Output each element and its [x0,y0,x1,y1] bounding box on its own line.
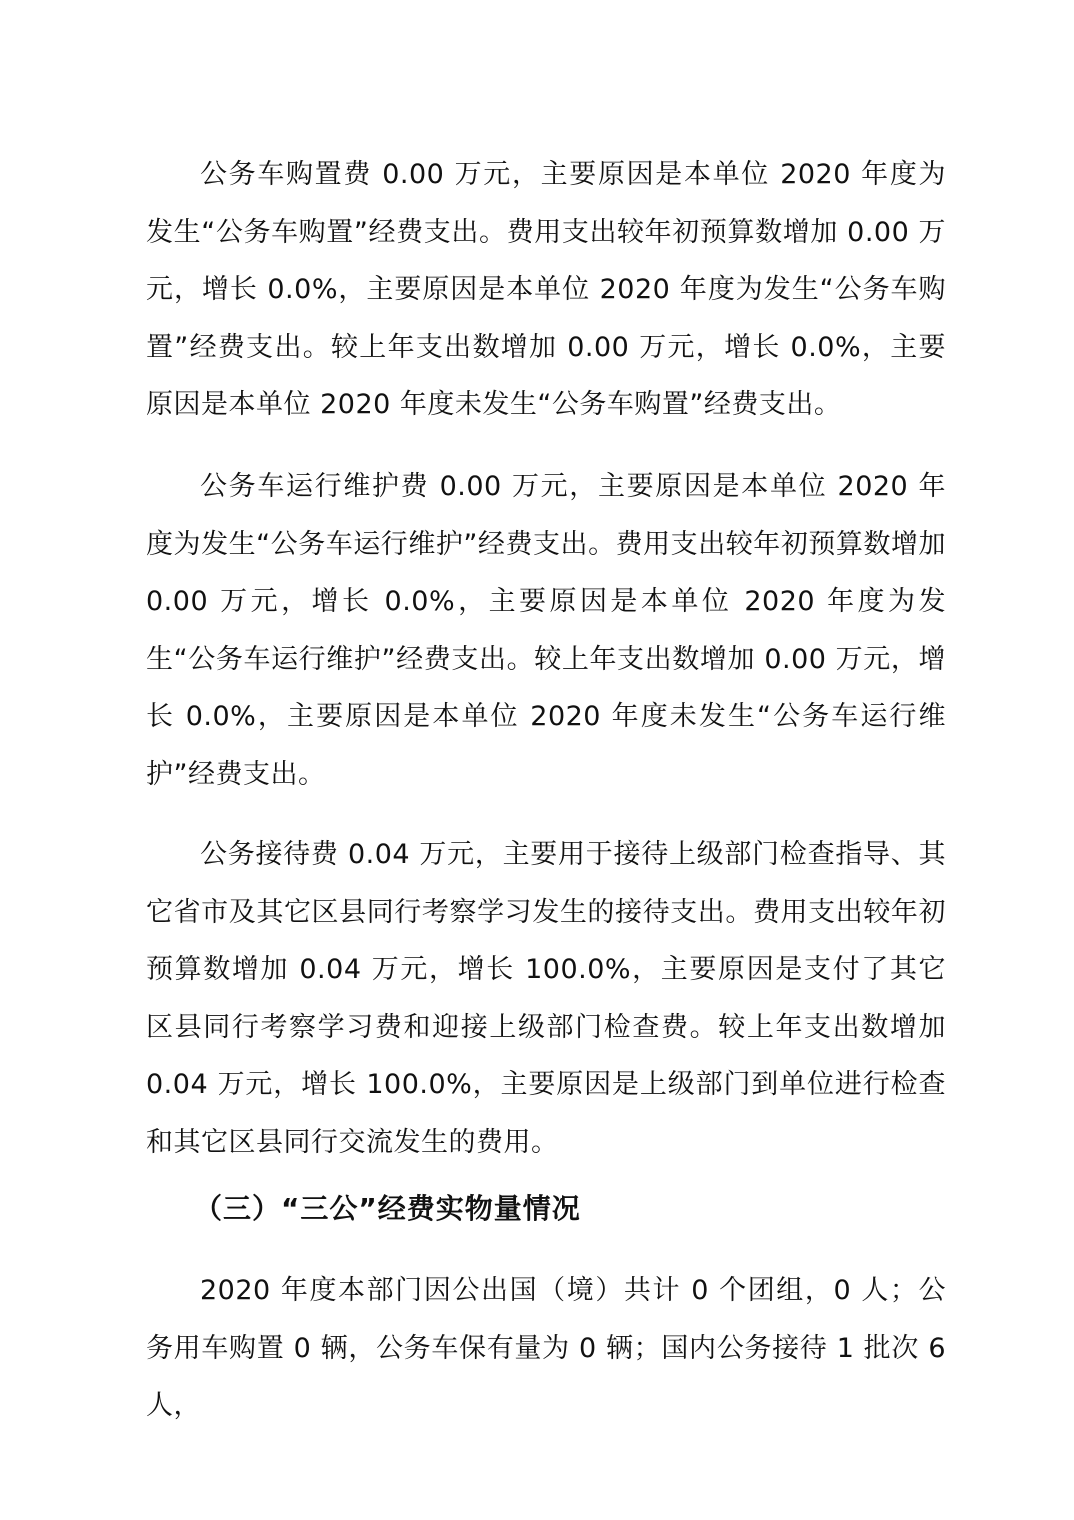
paragraph-vehicle-purchase: 公务车购置费 0.00 万元，主要原因是本单位 2020 年度为发生“公务车购置”经费支出。费用支出较年初预算数增加 0.00 万元，增长 0.0%，主要原因是本单位 2020 年度为发生“公务车购置”经费支出。较上年支出数增加 0.00 万元，增长 0.0%，主要原因是本单位 2020 年度未发生“公务车购置”经费支出。 [146,159,946,420]
paragraph-vehicle-maintenance: 公务车运行维护费 0.00 万元，主要原因是本单位 2020 年度为发生“公务车运行维护”经费支出。费用支出较年初预算数增加 0.00 万元，增长 0.0%，主要原因是本单位 2020 年度为发生“公务车运行维护”经费支出。较上年支出数增加 0.00 万元，增长 0.0%，主要原因是本单位 2020 年度未发生“公务车运行维护”经费支出。 [146,471,946,790]
paragraph-physical-quantity: 2020 年度本部门因公出国（境）共计 0 个团组，0 人；公务用车购置 0 辆，公务车保有量为 0 辆；国内公务接待 1 批次 6 人， [146,1275,946,1421]
paragraph-reception: 公务接待费 0.04 万元，主要用于接待上级部门检查指导、其它省市及其它区县同行考察学习发生的接待支出。费用支出较年初预算数增加 0.04 万元，增长 100.0%，主要原因是支付了其它区县同行考察学习费和迎接上级部门检查费。较上年支出数增加 0.04 万元，增长 100.0%，主要原因是上级部门到单位进行检查和其它区县同行交流发生的费用。 [146,839,946,1158]
section-heading: （三）“三公”经费实物量情况 [194,1192,581,1225]
